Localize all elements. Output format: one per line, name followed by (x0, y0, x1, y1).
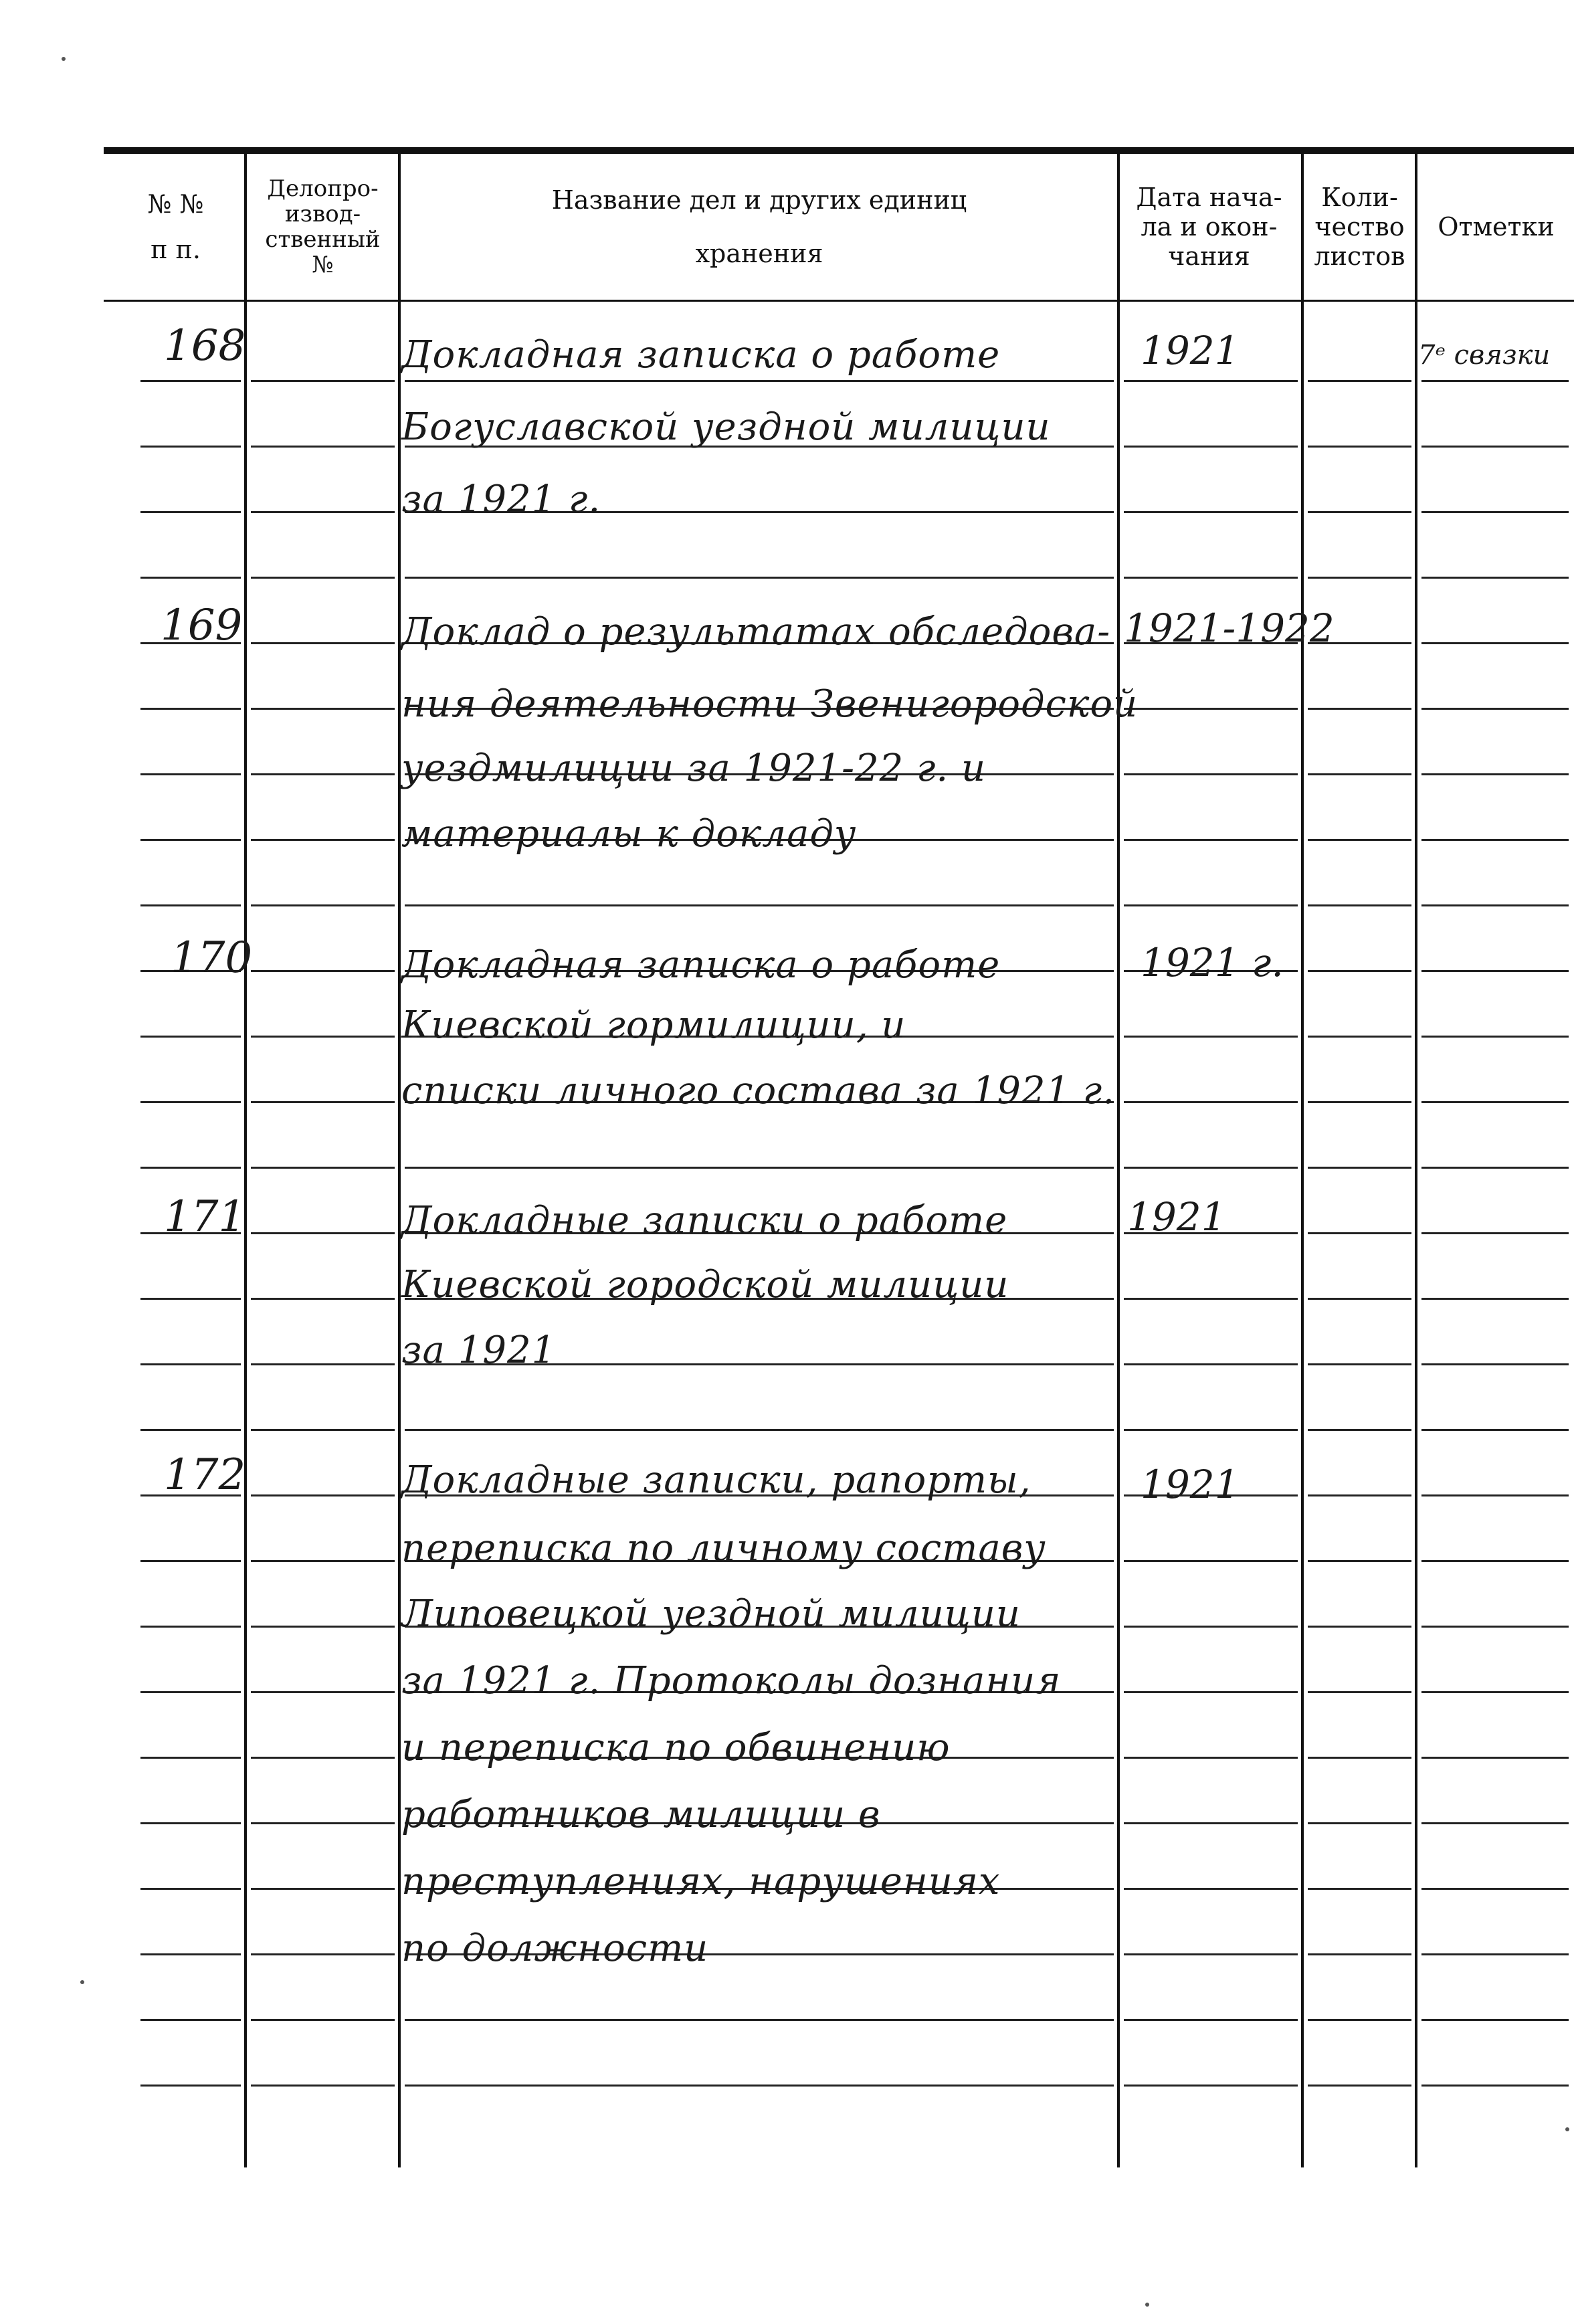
ruled-line (1124, 1036, 1298, 1038)
ruled-line (1308, 1101, 1411, 1103)
ruled-line (251, 642, 395, 644)
ruled-line (140, 1036, 241, 1038)
entry-number: 170 (171, 933, 253, 983)
ruled-line (1308, 1888, 1411, 1890)
ruled-line (1421, 1036, 1569, 1038)
entry-title-line: работников милиции в (401, 1793, 881, 1836)
entry-title-line: уездмилиции за 1921-22 г. и (401, 747, 987, 790)
ruled-line (251, 1888, 395, 1890)
column-divider (1415, 154, 1417, 2167)
entry-title-line: Докладные записки, рапорты, (401, 1458, 1031, 1502)
entry-title-line: Докладная записка о работе (401, 333, 1001, 377)
entry-dates: 1921-1922 (1124, 605, 1335, 651)
ruled-line (251, 1101, 395, 1103)
header-sheets-line-1: Коли- (1321, 183, 1398, 212)
ruled-line (1421, 1888, 1569, 1890)
ruled-line (1124, 1888, 1298, 1890)
ruled-line (1308, 1036, 1411, 1038)
ruled-line (405, 2085, 1114, 2087)
ruled-line (1124, 708, 1298, 710)
scan-speck (1145, 2303, 1149, 2307)
header-number-line-2: п п. (151, 235, 201, 264)
entry-title-line: за 1921 (401, 1329, 557, 1372)
ruled-line (1421, 380, 1569, 382)
ruled-line (1421, 511, 1569, 513)
ruled-line (1421, 1429, 1569, 1431)
header-office-line-2: извод- (284, 201, 361, 227)
ruled-line (1421, 642, 1569, 644)
ruled-line (1421, 1167, 1569, 1169)
ruled-line (251, 1036, 395, 1038)
ruled-line (1421, 708, 1569, 710)
ruled-line (1124, 2019, 1298, 2021)
header-office-line-4: № (312, 252, 334, 278)
entry-dates: 1921 (1141, 328, 1240, 373)
ruled-line (140, 2019, 241, 2021)
ruled-line (1421, 839, 1569, 841)
ruled-line (1124, 2085, 1298, 2087)
ruled-line (1124, 1560, 1298, 1562)
ruled-line (1124, 1429, 1298, 1431)
entry-dates: 1921 г. (1141, 940, 1284, 985)
column-divider (244, 154, 247, 2167)
ruled-line (1308, 1560, 1411, 1562)
ruled-line (140, 1429, 241, 1431)
ruled-line (140, 1560, 241, 1562)
ruled-line (1421, 1691, 1569, 1693)
entry-title-line: Киевской гормилиции, и (401, 1003, 906, 1047)
ruled-line (1308, 1953, 1411, 1955)
scan-speck (62, 57, 66, 61)
header-sheets (1304, 154, 1415, 300)
ruled-line (140, 1953, 241, 1955)
ruled-line (1124, 1626, 1298, 1628)
header-number-line-1: № № (147, 189, 204, 219)
ruled-line (140, 1167, 241, 1169)
ruled-line (140, 1691, 241, 1693)
ruled-line (1308, 511, 1411, 513)
entry-number: 172 (164, 1450, 246, 1500)
ruled-line (1421, 1560, 1569, 1562)
ruled-line (140, 380, 241, 382)
header-remarks (1418, 154, 1574, 300)
ruled-line (1124, 577, 1298, 579)
ruled-line (1421, 1298, 1569, 1300)
header-dates-line-3: чания (1168, 241, 1250, 271)
header-office-line-1: Делопро- (267, 175, 379, 202)
ruled-line (1308, 1757, 1411, 1759)
ruled-line (1421, 1232, 1569, 1234)
ruled-line (405, 1167, 1114, 1169)
entry-title-line: переписка по личному составу (401, 1527, 1046, 1570)
entry-title-line: за 1921 г. (401, 478, 601, 521)
ruled-line (1421, 773, 1569, 775)
header-title (401, 154, 1117, 300)
ruled-line (1421, 1953, 1569, 1955)
entry-title-line: и переписка по обвинению (401, 1726, 951, 1769)
ruled-line (1308, 904, 1411, 906)
ruled-line (405, 380, 1114, 382)
column-divider (398, 154, 401, 2167)
ruled-line (1308, 708, 1411, 710)
entry-title-line: за 1921 г. Протоколы дознания (401, 1659, 1062, 1703)
ruled-line (1124, 1757, 1298, 1759)
ruled-line (251, 1626, 395, 1628)
ruled-line (140, 446, 241, 448)
entry-dates: 1921 (1141, 1462, 1240, 1507)
ruled-line (405, 1429, 1114, 1431)
ruled-line (1308, 1167, 1411, 1169)
entry-title-line: ния деятельности Звенигородской (401, 682, 1139, 726)
ruled-line (251, 904, 395, 906)
ruled-line (251, 970, 395, 972)
ruled-line (140, 708, 241, 710)
ruled-line (1308, 970, 1411, 972)
ruled-line (251, 1691, 395, 1693)
ruled-line (1308, 839, 1411, 841)
header-office-number (248, 154, 398, 300)
ruled-line (1421, 1363, 1569, 1365)
ruled-line (140, 1888, 241, 1890)
ruled-line (1124, 1101, 1298, 1103)
column-divider (1301, 154, 1304, 2167)
ruled-line (1421, 446, 1569, 448)
ruled-line (1124, 1167, 1298, 1169)
entry-title-line: по должности (401, 1927, 709, 1970)
entry-title-line: материалы к докладу (401, 812, 857, 856)
ruled-line (1421, 904, 1569, 906)
ruled-line (140, 773, 241, 775)
ruled-line (1421, 1626, 1569, 1628)
entry-title-line: Доклад о результатах обследова- (401, 610, 1111, 654)
ruled-line (140, 511, 241, 513)
header-bottom-rule (104, 300, 1574, 302)
ruled-line (251, 1494, 395, 1496)
ruled-line (140, 1298, 241, 1300)
ruled-line (1421, 2019, 1569, 2021)
ruled-line (405, 904, 1114, 906)
entry-title-line: Докладная записка о работе (401, 943, 1001, 987)
ruled-line (405, 2019, 1114, 2021)
ruled-line (251, 1232, 395, 1234)
ruled-line (1421, 1494, 1569, 1496)
ruled-line (1308, 2019, 1411, 2021)
ruled-line (251, 446, 395, 448)
ruled-line (1124, 380, 1298, 382)
ruled-line (1308, 2085, 1411, 2087)
column-divider (1117, 154, 1120, 2167)
ruled-line (1308, 1822, 1411, 1824)
ruled-line (140, 1626, 241, 1628)
ruled-line (251, 1298, 395, 1300)
ruled-line (1124, 511, 1298, 513)
entry-dates: 1921 (1127, 1194, 1226, 1240)
entry-title-line: преступлениях, нарушениях (401, 1860, 1001, 1903)
header-title-line-2: хранения (695, 239, 823, 268)
ruled-line (1124, 839, 1298, 841)
ruled-line (1124, 1822, 1298, 1824)
ruled-line (251, 1363, 395, 1365)
entry-number: 171 (164, 1192, 246, 1242)
top-rule (104, 147, 1574, 154)
ruled-line (1421, 1101, 1569, 1103)
entry-title-line: Богуславской уездной милиции (401, 405, 1051, 449)
ruled-line (1308, 380, 1411, 382)
ruled-line (251, 1560, 395, 1562)
ruled-line (1124, 1953, 1298, 1955)
ruled-line (140, 839, 241, 841)
ruled-line (140, 1363, 241, 1365)
entry-remark: 7ᵉ связки (1418, 340, 1551, 371)
entry-title-line: Липовецкой уездной милиции (401, 1592, 1021, 1636)
ruled-line (1308, 1232, 1411, 1234)
scan-speck (1565, 2127, 1569, 2131)
ruled-line (251, 380, 395, 382)
table-header (0, 154, 1574, 300)
ruled-line (1308, 1363, 1411, 1365)
ruled-line (1421, 2085, 1569, 2087)
ruled-line (251, 1429, 395, 1431)
entry-number: 168 (164, 321, 246, 371)
ruled-line (251, 839, 395, 841)
ruled-line (251, 577, 395, 579)
header-dates-line-2: ла и окон- (1141, 212, 1278, 241)
ruled-line (1421, 577, 1569, 579)
ruled-line (1308, 1691, 1411, 1693)
ruled-line (1124, 773, 1298, 775)
header-title-line-1: Название дел и других единиц (551, 185, 967, 215)
ruled-line (1421, 970, 1569, 972)
entry-title-line: списки личного состава за 1921 г. (401, 1069, 1116, 1112)
header-sheets-line-3: листов (1314, 241, 1405, 271)
ruled-line (140, 1757, 241, 1759)
ruled-line (251, 511, 395, 513)
header-dates-line-1: Дата нача- (1136, 183, 1282, 212)
ruled-line (251, 2085, 395, 2087)
ruled-line (405, 577, 1114, 579)
ruled-line (251, 773, 395, 775)
ruled-line (1124, 446, 1298, 448)
ruled-line (1308, 446, 1411, 448)
header-remarks-label: Отметки (1438, 212, 1555, 241)
ruled-line (140, 577, 241, 579)
ruled-line (1124, 1691, 1298, 1693)
ruled-line (1124, 1363, 1298, 1365)
header-office-line-3: ственный (265, 226, 381, 253)
ruled-line (140, 1822, 241, 1824)
ruled-line (140, 904, 241, 906)
ruled-line (1308, 773, 1411, 775)
ruled-line (1124, 904, 1298, 906)
header-number (107, 154, 244, 300)
scan-speck (80, 1980, 84, 1984)
ruled-line (1421, 1757, 1569, 1759)
ruled-line (251, 2019, 395, 2021)
header-dates (1120, 154, 1298, 300)
ruled-line (251, 1167, 395, 1169)
header-sheets-line-2: чество (1314, 212, 1405, 241)
ruled-line (251, 1953, 395, 1955)
ruled-line (1124, 1298, 1298, 1300)
ruled-line (1308, 577, 1411, 579)
ruled-line (251, 1757, 395, 1759)
entry-title-line: Киевской городской милиции (401, 1263, 1009, 1306)
ruled-line (1308, 1494, 1411, 1496)
ruled-line (251, 1822, 395, 1824)
ruled-line (140, 2085, 241, 2087)
entry-number: 169 (161, 601, 243, 650)
ruled-line (1308, 1298, 1411, 1300)
ruled-line (251, 708, 395, 710)
entry-title-line: Докладные записки о работе (401, 1199, 1008, 1242)
ruled-line (1308, 1626, 1411, 1628)
ruled-line (140, 1101, 241, 1103)
ruled-line (1421, 1822, 1569, 1824)
ruled-line (1308, 1429, 1411, 1431)
